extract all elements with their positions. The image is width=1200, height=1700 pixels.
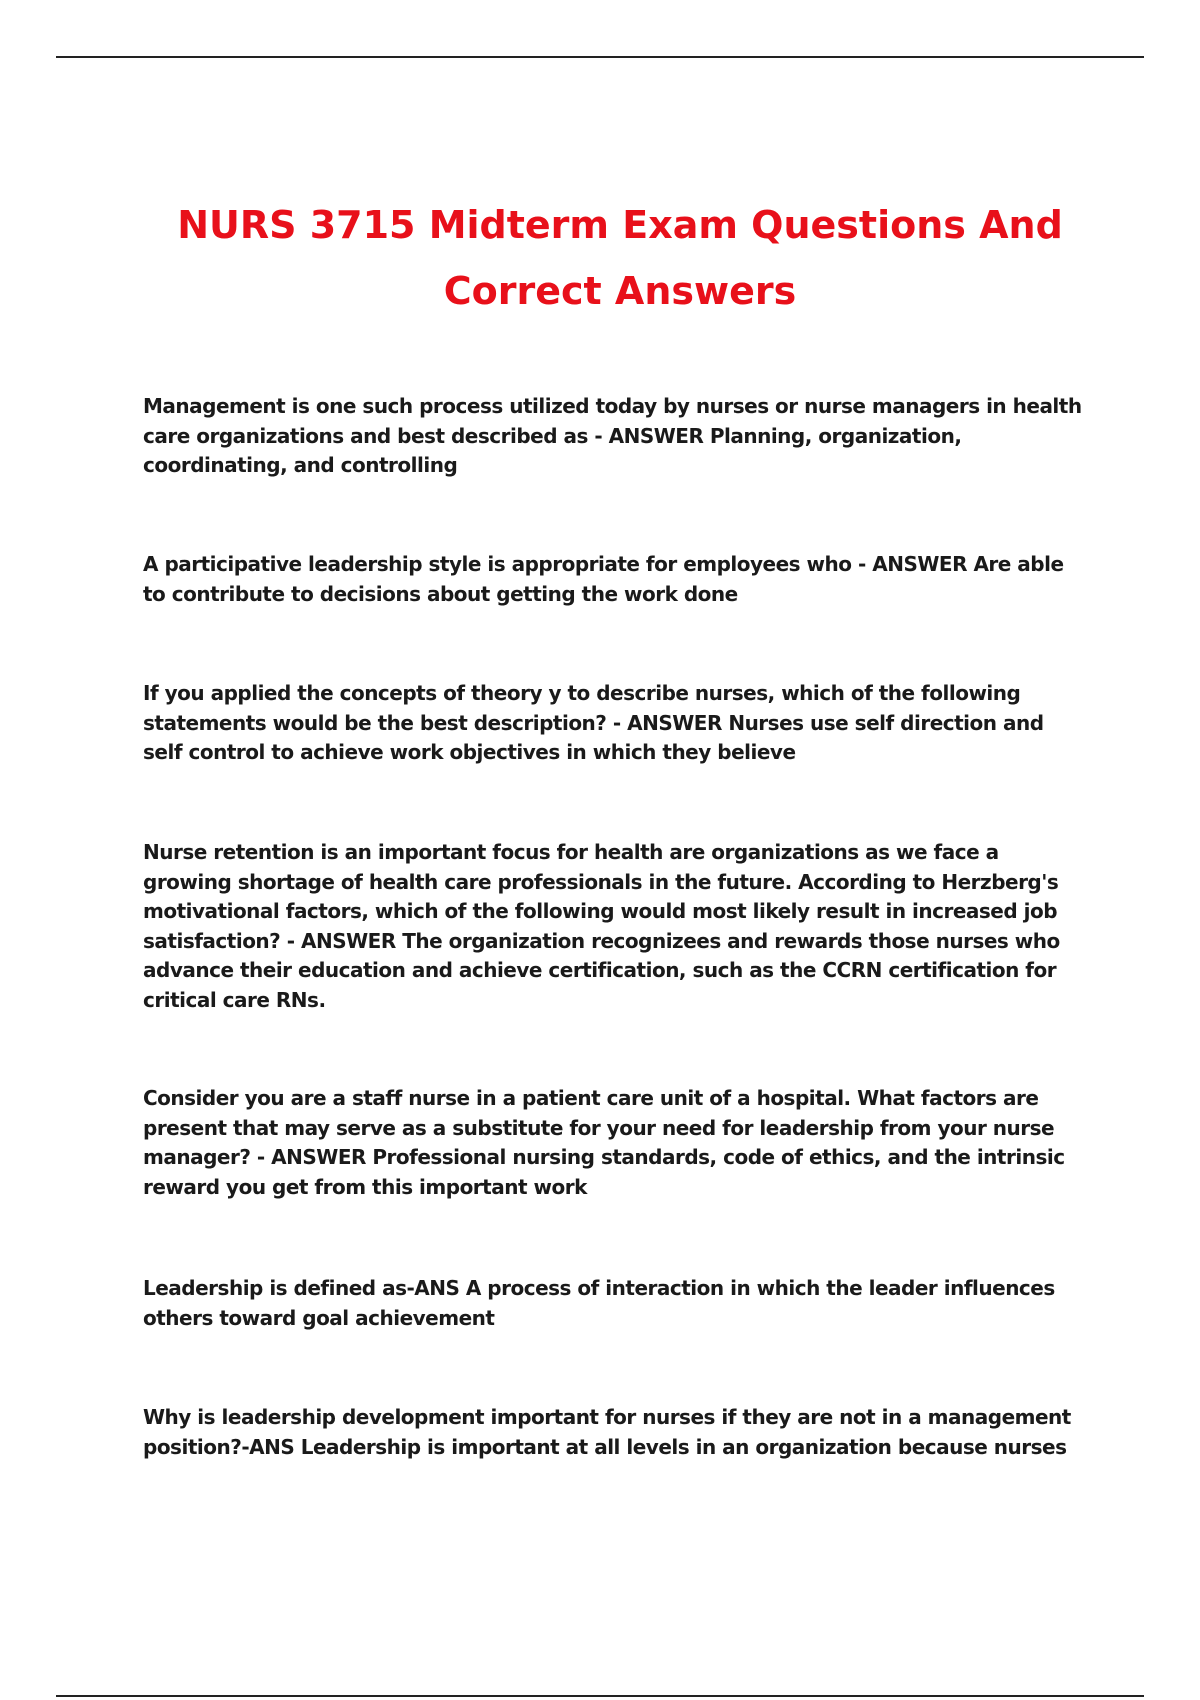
qa-item-6: Leadership is defined as-ANS A process of interaction in which the leader influences others toward goal achievement [143,1276,1055,1330]
qa-item-2: A participative leadership style is appropriate for employees who - ANSWER Are able to contribute to decisions about getting the work done [143,552,1064,606]
qa-item-7: Why is leadership development important for nurses if they are not in a management position?-ANS Leadership is important at all levels in an organization because nurses [143,1405,1071,1459]
qa-item-3: If you applied the concepts of theory y to describe nurses, which of the following statements would be the best description? - ANSWER Nurses use self direction and self control to achieve work objectives in which they believe [143,681,1044,764]
bottom-divider [56,1695,1144,1697]
title-line-2: Correct Answers [443,269,797,313]
title-line-1: NURS 3715 Midterm Exam Questions And [177,203,1063,247]
qa-item-4: Nurse retention is an important focus for health are organizations as we face a growing shortage of health care professionals in the future. According to Herzberg's motivational factors, which of the following would most likely result in increased job satisfaction? - ANSWER The organization recognizees and rewards those nurses who advance their education and achieve certification, such as the CCRN certification for critical care RNs. [143,840,1060,1012]
qa-item-5: Consider you are a staff nurse in a patient care unit of a hospital. What factors are present that may serve as a substitute for your need for leadership from your nurse manager? - ANSWER Professional nursing standards, code of ethics, and the intrinsic reward you get from this important work [143,1086,1065,1199]
top-divider [56,56,1144,58]
qa-item-1: Management is one such process utilized today by nurses or nurse managers in health care organizations and best described as - ANSWER Planning, organization, coordinating, and controlling [143,394,1082,477]
document-title [100,192,1140,324]
